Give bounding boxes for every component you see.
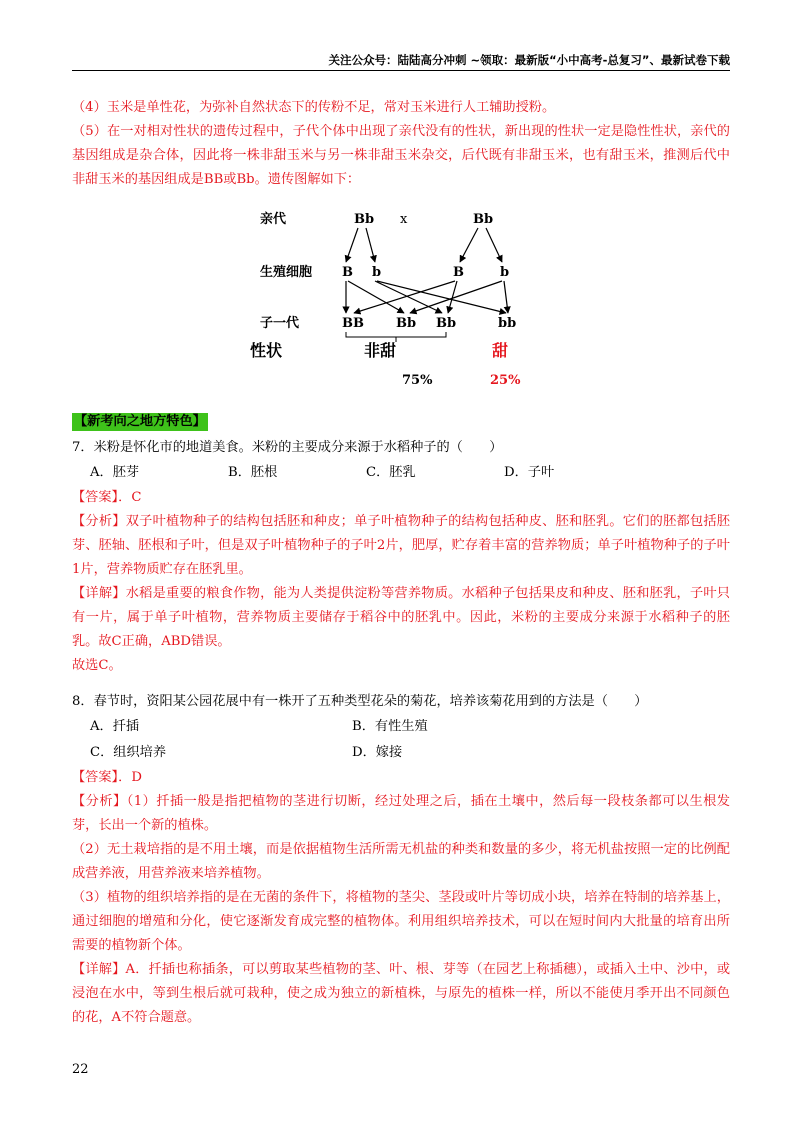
- q8-analysis-label: 【分析】: [72, 794, 127, 809]
- offspring-4: bb: [498, 316, 517, 331]
- q7-options: [72, 460, 730, 486]
- q8-option-b: B．有性生殖: [352, 719, 428, 734]
- q8-stem: 8．春节时，资阳某公园花展中有一株开了五种类型花朵的菊花，培养该菊花用到的方法是（ ）: [72, 694, 648, 709]
- row-label-offspring: 子一代: [260, 316, 300, 331]
- percent-sweet: 25%: [490, 373, 521, 388]
- offspring-2: Bb: [396, 316, 417, 331]
- section-tag-block: [72, 410, 730, 431]
- parent-1: Bb: [354, 212, 375, 227]
- trait-nonsweet: 非甜: [364, 341, 397, 360]
- q8-answer: [72, 766, 730, 790]
- q8-detail: [72, 958, 730, 1030]
- q7-analysis: [72, 510, 730, 582]
- q7-detail-label: 【详解】: [72, 586, 126, 601]
- q8-analysis-2: （2）无土栽培指的是不用土壤，而是依据植物生活所需无机盐的种类和数量的多少，将无机盐按照一定的比例配成营养液，用营养液来培养植物。: [72, 842, 730, 881]
- offspring-1: BB: [342, 316, 364, 331]
- gamete-3: B: [453, 265, 464, 280]
- q7-option-b: B．胚根: [228, 465, 278, 480]
- q8-options-row2: [72, 740, 730, 766]
- q7-detail-text: 水稻是重要的粮食作物，能为人类提供淀粉等营养物质。水稻种子包括果皮和种皮、胚和胚乳，子叶只有一片，属于单子叶植物，营养物质主要储存于稻谷中的胚乳中。因此，米粉的主要成分来源于水稻种子的胚乳。故C正确，ABD错误。: [72, 586, 730, 649]
- q8-option-d: D．嫁接: [352, 745, 403, 760]
- q7-stem: 7．米粉是怀化市的地道美食。米粉的主要成分来源于水稻种子的（ ）: [72, 440, 503, 455]
- q8-answer-label: 【答案】: [72, 770, 119, 785]
- q7-option-a: A．胚芽: [90, 465, 140, 480]
- trait-sweet: 甜: [492, 341, 509, 360]
- intro-block: [72, 96, 730, 192]
- q7-answer: [72, 486, 730, 510]
- q7-option-d: D．子叶: [504, 465, 555, 480]
- gamete-4: b: [500, 265, 510, 280]
- q8-option-a: A．扦插: [90, 719, 140, 734]
- page-number: 22: [72, 1062, 89, 1077]
- row-label-trait: 性状: [250, 341, 283, 360]
- intro-p5: （5）在一对相对性状的遗传过程中，子代个体中出现了亲代没有的性状，新出现的性状一定是隐性性状，亲代的基因组成是杂合体，因此将一株非甜玉米与另一株非甜玉米杂交，后代既有非甜玉米，也有甜玉米，推测后代中非甜玉米的基因组成是BB或Bb。遗传图解如下：: [72, 124, 730, 187]
- q7-answer-value: ．C: [118, 490, 142, 505]
- q7-option-c: C．胚乳: [366, 465, 416, 480]
- percent-nonsweet: 75%: [402, 373, 433, 388]
- header-rule: [72, 70, 730, 71]
- intro-p4: （4）玉米是单性花，为弥补自然状态下的传粉不足，常对玉米进行人工辅助授粉。: [72, 100, 556, 115]
- cross-symbol: x: [400, 212, 408, 227]
- q7-detail: [72, 582, 730, 654]
- q8-detail-label: 【详解】: [72, 962, 126, 977]
- q8-answer-value: ．D: [118, 770, 142, 785]
- row-label-parents: 亲代: [260, 212, 287, 227]
- question-8: [72, 690, 730, 1030]
- q8-option-c: C．组织培养: [90, 745, 167, 760]
- q8-options-row1: [72, 714, 730, 740]
- row-label-gametes: 生殖细胞: [260, 265, 313, 280]
- q7-conclusion: 故选C。: [72, 658, 122, 673]
- gamete-1: B: [342, 265, 353, 280]
- question-7: [72, 436, 730, 678]
- q7-analysis-label: 【分析】: [72, 514, 126, 529]
- genetic-cross-diagram: [238, 196, 558, 396]
- page-header: 关注公众号：陆陆高分冲刺 ~领取：最新版“小中高考-总复习”、最新试卷下载: [328, 53, 730, 67]
- q8-analysis-1: [72, 790, 730, 838]
- q8-detail-text: A．扦插也称插条，可以剪取某些植物的茎、叶、根、芽等（在园艺上称插穗），或插入土中、沙中，或浸泡在水中，等到生根后就可栽种，使之成为独立的新植株，与原先的植株一样，所以不能使月季开出不同颜色的花，A不符合题意。: [72, 962, 731, 1025]
- parent-2: Bb: [473, 212, 494, 227]
- q7-analysis-text: 双子叶植物种子的结构包括胚和种皮；单子叶植物种子的结构包括种皮、胚和胚乳。它们的胚都包括胚芽、胚轴、胚根和子叶，但是双子叶植物种子的子叶2片，肥厚，贮存着丰富的营养物质；单子叶植物种子的子叶1片，营养物质贮存在胚乳里。: [72, 514, 730, 577]
- diagram-arrows: [346, 228, 508, 313]
- gamete-2: b: [372, 265, 382, 280]
- q7-answer-label: 【答案】: [72, 490, 119, 505]
- offspring-3: Bb: [436, 316, 457, 331]
- nonsweet-bracket: [346, 332, 446, 342]
- q8-analysis-3: （3）植物的组织培养指的是在无菌的条件下，将植物的茎尖、茎段或叶片等切成小块，培养在特制的培养基上，通过细胞的增殖和分化，使它逐渐发育成完整的植物体。利用组织培养技术，可以在短时间内大批量的培育出所需要的植物新个体。: [72, 890, 730, 953]
- section-tag: 【新考向之地方特色】: [74, 414, 206, 429]
- q8-analysis-1-text: （1）扦插一般是指把植物的茎进行切断，经过处理之后，插在土壤中，然后每一段枝条都可以生根发芽，长出一个新的植株。: [72, 794, 730, 833]
